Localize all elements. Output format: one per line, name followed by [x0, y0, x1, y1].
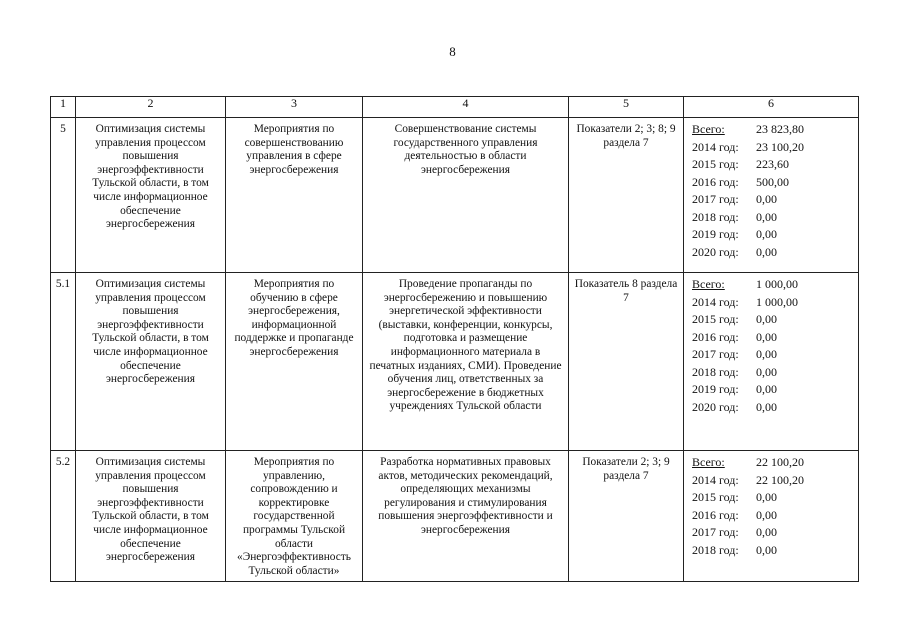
header-cell: 3	[226, 97, 363, 118]
funding-line	[692, 489, 854, 507]
measures-cell: Мероприятия по обучению в сфере энергосбережения, информационной поддержке и пропаганде энергосбережения	[226, 273, 363, 451]
row-number: 5.1	[51, 273, 76, 451]
indicators-cell: Показатель 8 раздела 7	[569, 273, 684, 451]
funding-cell	[684, 451, 859, 582]
funding-value: 0,00	[756, 329, 777, 344]
funding-line	[692, 139, 854, 157]
row-number: 5.2	[51, 451, 76, 582]
funding-label: 2016 год:	[692, 329, 739, 344]
program-table	[50, 96, 859, 582]
funding-value: 1 000,00	[756, 277, 798, 291]
table-header-row	[51, 97, 859, 118]
funding-value: 0,00	[756, 399, 777, 414]
funding-label: 2020 год:	[692, 244, 739, 259]
row-number: 5	[51, 118, 76, 273]
funding-label: 2017 год:	[692, 347, 739, 361]
funding-cell	[684, 273, 859, 451]
measures-cell: Мероприятия по совершенствованию управления в сфере энергосбережения	[226, 118, 363, 273]
funding-value: 223,60	[756, 157, 789, 171]
funding-label: 2018 год:	[692, 542, 739, 557]
indicators-cell: Показатели 2; 3; 9 раздела 7	[569, 451, 684, 582]
funding-line	[692, 121, 854, 139]
task-cell: Оптимизация системы управления процессом повышения энергоэффективности Тульской области, в том числе информационное обеспечение энергосбережения	[76, 451, 226, 582]
funding-label: 2014 год:	[692, 472, 739, 487]
funding-label: Всего:	[692, 122, 725, 136]
funding-value: 0,00	[756, 227, 777, 241]
table-row	[51, 451, 859, 582]
funding-value: 0,00	[756, 507, 777, 522]
funding-label: 2019 год:	[692, 227, 739, 241]
funding-value: 0,00	[756, 364, 777, 379]
funding-line	[692, 399, 854, 417]
activity-cell: Совершенствование системы государственного управления деятельностью в области энергосбережения	[363, 118, 569, 273]
funding-label: 2016 год:	[692, 507, 739, 522]
funding-line	[692, 524, 854, 542]
funding-line	[692, 542, 854, 560]
funding-line	[692, 156, 854, 174]
funding-value: 0,00	[756, 192, 777, 206]
funding-value: 0,00	[756, 244, 777, 259]
header-cell: 4	[363, 97, 569, 118]
funding-value: 23 823,80	[756, 122, 804, 136]
funding-label: 2020 год:	[692, 399, 739, 414]
measures-cell: Мероприятия по управлению, сопровождению и корректировке государственной программы Тульской области «Энергоэффективность Тульской области»	[226, 451, 363, 582]
funding-line	[692, 174, 854, 192]
funding-label: 2014 год:	[692, 139, 739, 154]
funding-value: 23 100,20	[756, 139, 804, 154]
task-cell: Оптимизация системы управления процессом повышения энергоэффективности Тульской области, в том числе информационное обеспечение энергосбережения	[76, 273, 226, 451]
funding-line	[692, 209, 854, 227]
funding-value: 22 100,20	[756, 455, 804, 469]
funding-line	[692, 507, 854, 525]
table-row	[51, 273, 859, 451]
funding-label: 2015 год:	[692, 157, 739, 171]
funding-cell	[684, 118, 859, 273]
funding-value: 0,00	[756, 209, 777, 224]
funding-value: 0,00	[756, 312, 777, 326]
page-number: 8	[449, 44, 456, 59]
funding-label: 2018 год:	[692, 364, 739, 379]
funding-label: 2015 год:	[692, 490, 739, 504]
funding-label: 2014 год:	[692, 294, 739, 309]
funding-line	[692, 329, 854, 347]
funding-line	[692, 364, 854, 382]
funding-label: Всего:	[692, 277, 725, 291]
activity-cell: Проведение пропаганды по энергосбережению и повышению энергетической эффективности (выставки, конференции, конкурсы, подготовка и размещение информационного материала в печатных изданиях, СМИ). Проведение обучения лиц, ответственных за энергосбережение в бюджетных учреждениях Тульской области	[363, 273, 569, 451]
funding-line	[692, 311, 854, 329]
funding-value: 0,00	[756, 525, 777, 539]
funding-label: 2018 год:	[692, 209, 739, 224]
funding-label: 2015 год:	[692, 312, 739, 326]
funding-line	[692, 454, 854, 472]
activity-cell: Разработка нормативных правовых актов, методических рекомендаций, определяющих механизмы регулирования и стимулирования повышения энергоэффективности и энергосбережения	[363, 451, 569, 582]
funding-value: 0,00	[756, 347, 777, 361]
funding-line	[692, 226, 854, 244]
header-cell: 6	[684, 97, 859, 118]
funding-line	[692, 276, 854, 294]
task-cell: Оптимизация системы управления процессом повышения энергоэффективности Тульской области, в том числе информационное обеспечение энергосбережения	[76, 118, 226, 273]
funding-label: Всего:	[692, 455, 725, 469]
funding-line	[692, 346, 854, 364]
funding-value: 500,00	[756, 174, 789, 189]
funding-label: 2019 год:	[692, 382, 739, 396]
funding-value: 1 000,00	[756, 294, 798, 309]
funding-line	[692, 472, 854, 490]
funding-value: 0,00	[756, 490, 777, 504]
header-cell: 5	[569, 97, 684, 118]
funding-value: 0,00	[756, 382, 777, 396]
table-row	[51, 118, 859, 273]
header-cell: 2	[76, 97, 226, 118]
funding-line	[692, 191, 854, 209]
funding-label: 2017 год:	[692, 192, 739, 206]
funding-line	[692, 294, 854, 312]
funding-line	[692, 381, 854, 399]
funding-label: 2017 год:	[692, 525, 739, 539]
indicators-cell: Показатели 2; 3; 8; 9 раздела 7	[569, 118, 684, 273]
funding-value: 0,00	[756, 542, 777, 557]
funding-label: 2016 год:	[692, 174, 739, 189]
funding-value: 22 100,20	[756, 472, 804, 487]
header-cell: 1	[51, 97, 76, 118]
funding-line	[692, 244, 854, 262]
